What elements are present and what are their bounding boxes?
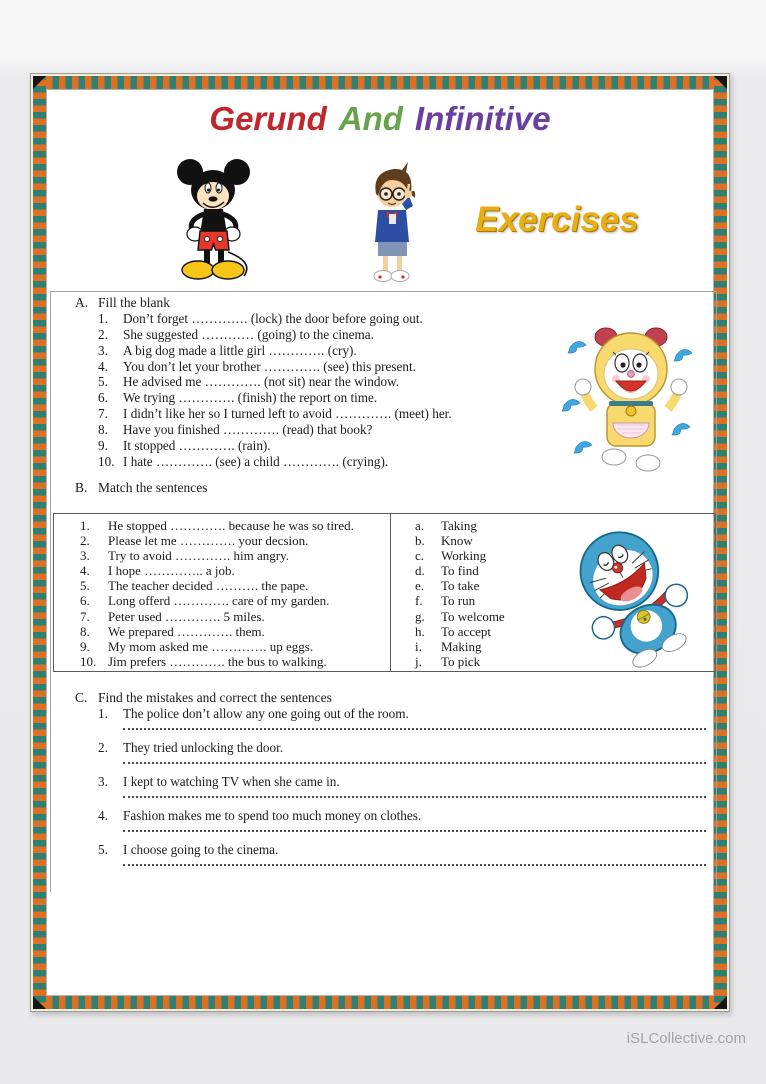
doraemon-image	[552, 520, 712, 668]
match-item: 8. We prepared …………. them.	[80, 623, 265, 639]
page-subtitle: Exercises	[475, 200, 639, 239]
answer-line	[123, 863, 706, 866]
exercise-item: 2. She suggested ………… (going) to the cinema.	[98, 326, 374, 342]
section-a-heading	[75, 295, 170, 311]
worksheet-page	[30, 73, 730, 1012]
page-content	[46, 89, 714, 996]
section-c-title: Find the mistakes and correct the sentences	[98, 690, 332, 705]
exercise-item: 6. We trying …………. (finish) the report on time.	[98, 390, 378, 406]
section-b-label: B.	[75, 480, 88, 495]
section-a-label: A.	[75, 295, 89, 310]
section-a-title: Fill the blank	[98, 295, 170, 310]
exercise-item: 1. Don’t forget …………. (lock) the door before going out.	[98, 311, 423, 326]
match-option: h. To accept	[415, 623, 491, 639]
matching-table	[53, 513, 716, 672]
title-word-and: And	[338, 100, 403, 137]
match-item: 1. He stopped …………. because he was so tired.	[80, 518, 354, 533]
exercise-item: 7. I didn’t like her so I turned left to avoid …………. (meet) her.	[98, 406, 452, 422]
mickey-mouse-image	[166, 154, 262, 284]
islcollective-watermark: iSLCollective.com	[626, 1030, 746, 1047]
match-option: d. To find	[415, 563, 479, 579]
match-item: 7. Peter used …………. 5 miles.	[80, 608, 265, 624]
match-item: 3. Try to avoid …………. him angry.	[80, 548, 290, 564]
match-option: j. To pick	[415, 653, 481, 669]
answer-line	[123, 761, 706, 764]
dorami-image	[556, 317, 706, 472]
section-a-list	[98, 311, 452, 469]
match-option: g. To welcome	[415, 608, 505, 624]
correction-item: 5. I choose going to the cinema.	[98, 842, 706, 866]
checkered-border-bottom	[33, 996, 727, 1009]
section-c-label: C.	[75, 690, 88, 705]
match-option: b. Know	[415, 533, 473, 549]
exercise-item: 9. It stopped …………. (rain).	[98, 437, 271, 453]
correction-item: 2. They tried unlocking the door.	[98, 740, 706, 764]
match-option: i. Making	[415, 638, 482, 654]
match-item: 5. The teacher decided ………. the pape.	[80, 578, 309, 594]
section-b-heading	[75, 480, 207, 496]
correction-item: 1. The police don’t allow any one going out of the room.	[98, 706, 706, 730]
table-column-divider	[390, 514, 391, 671]
match-item: 2. Please let me …………. your decsion.	[80, 533, 309, 549]
match-option: e. To take	[415, 578, 480, 594]
title-word-infinitive: Infinitive	[414, 100, 551, 137]
checkered-border-left	[33, 76, 46, 1009]
correction-item: 4. Fashion makes me to spend too much money on clothes.	[98, 808, 706, 832]
checkered-border-top	[33, 76, 727, 89]
exercises-content-box	[50, 291, 717, 892]
match-option: a. Taking	[415, 518, 477, 533]
page-title	[47, 101, 713, 137]
title-word-gerund: Gerund	[209, 100, 327, 137]
section-b-title: Match the sentences	[98, 480, 208, 495]
exercise-item: 8. Have you finished …………. (read) that book?	[98, 421, 373, 437]
exercise-item: 10. I hate …………. (see) a child …………. (crying).	[98, 453, 389, 469]
answer-line	[123, 795, 706, 798]
detective-conan-image	[352, 160, 434, 284]
matching-left-column	[80, 518, 354, 669]
answer-line	[123, 727, 706, 730]
correction-item: 3. I kept to watching TV when she came in.	[98, 774, 706, 798]
match-item: 9. My mom asked me …………. up eggs.	[80, 638, 314, 654]
exercise-item: 4. You don’t let your brother …………. (see) this present.	[98, 358, 416, 374]
match-option: f. To run	[415, 593, 476, 609]
exercise-item: 5. He advised me …………. (not sit) near the window.	[98, 374, 400, 390]
match-option: c. Working	[415, 548, 487, 564]
matching-right-column	[415, 518, 505, 669]
answer-line	[123, 829, 706, 832]
section-c-heading	[75, 690, 332, 706]
match-item: 4. I hope ………….. a job.	[80, 563, 235, 579]
section-c-list	[98, 706, 706, 876]
match-item: 6. Long offerd …………. care of my garden.	[80, 593, 330, 609]
match-item: 10. Jim prefers …………. the bus to walking.	[80, 653, 327, 669]
exercise-item: 3. A big dog made a little girl …………. (cry).	[98, 342, 357, 358]
